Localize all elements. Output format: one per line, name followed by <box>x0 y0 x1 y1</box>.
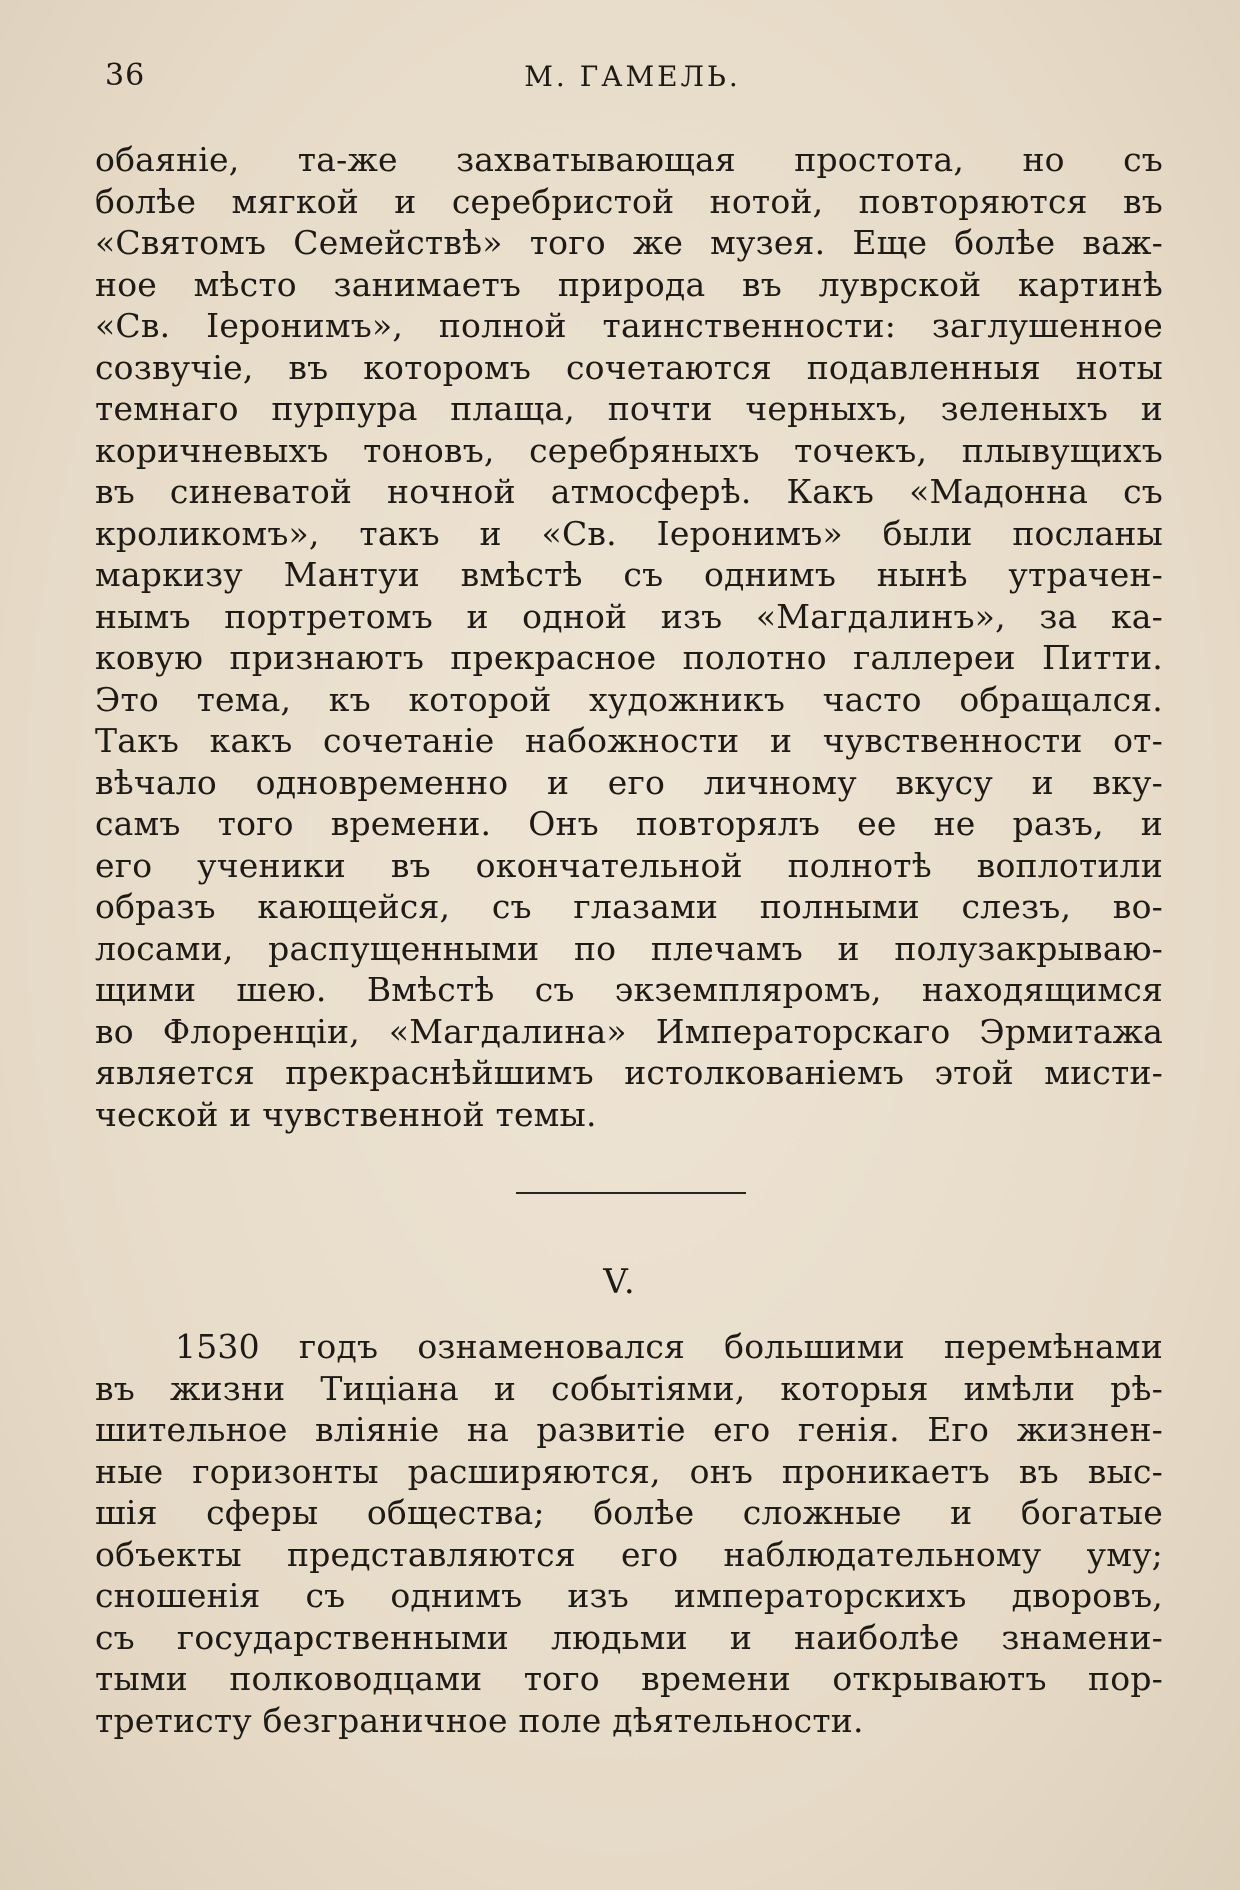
text-line: во Флоренціи, «Магдалина» Императорскаго Эрмитажа <box>95 1011 1163 1051</box>
text-line: коричневыхъ тоновъ, серебряныхъ точекъ, плывущихъ <box>95 430 1163 470</box>
text-line: нымъ портретомъ и одной изъ «Магдалинъ», за ка- <box>95 596 1163 636</box>
text-line: кроликомъ», такъ и «Св. Іеронимъ» были посланы <box>95 513 1163 553</box>
text-line: маркизу Мантуи вмѣстѣ съ однимъ нынѣ утрачен- <box>95 555 1163 594</box>
text-line: въ жизни Тиціана и событіями, которыя имѣли рѣ- <box>95 1368 1163 1408</box>
text-line: шія сферы общества; болѣе сложные и богатые <box>95 1493 1163 1532</box>
text-line: его ученики въ окончательной полнотѣ воплотили <box>95 845 1163 885</box>
text-line: созвучіе, въ которомъ сочетаются подавленныя ноты <box>95 347 1163 387</box>
running-head: М. ГАМЕЛЬ. <box>524 60 741 93</box>
text-line: тыми полководцами того времени открываютъ пор- <box>95 1659 1163 1698</box>
text-line: «Святомъ Семействѣ» того же музея. Еще болѣе важ- <box>95 223 1163 262</box>
text-line: ческой и чувственной темы. <box>95 1094 597 1134</box>
section-heading: V. <box>603 1262 637 1302</box>
text-line: третисту безграничное поле дѣятельности. <box>95 1700 864 1740</box>
paragraph-1 <box>95 139 1163 1135</box>
text-line: «Св. Іеронимъ», полной таинственности: заглушенное <box>95 306 1163 345</box>
text-line: болѣе мягкой и серебристой нотой, повторяются въ <box>95 181 1163 221</box>
text-line: объекты представляются его наблюдательному уму; <box>95 1534 1163 1574</box>
page-number: 36 <box>105 58 146 93</box>
text-line: самъ того времени. Онъ повторялъ ее не разъ, и <box>95 804 1163 843</box>
text-line: съ государственными людьми и наиболѣе знамени- <box>95 1617 1163 1657</box>
text-line: Это тема, къ которой художникъ часто обращался. <box>95 679 1163 719</box>
text-line: темнаго пурпура плаща, почти черныхъ, зеленыхъ и <box>95 389 1163 428</box>
text-line: ное мѣсто занимаетъ природа въ луврской картинѣ <box>95 264 1163 304</box>
text-line: вѣчало одновременно и его личному вкусу и вку- <box>95 762 1163 802</box>
text-line: образъ кающейся, съ глазами полными слезъ, во- <box>95 887 1163 926</box>
text-line: Такъ какъ сочетаніе набожности и чувственности от- <box>95 721 1163 760</box>
page-header <box>105 58 1160 98</box>
section-divider-rule <box>516 1192 746 1194</box>
text-line: лосами, распущенными по плечамъ и полузакрываю- <box>95 928 1163 968</box>
text-line: шительное вліяніе на развитіе его генія. Его жизнен- <box>95 1410 1163 1449</box>
text-line: является прекраснѣйшимъ истолкованіемъ этой мисти- <box>95 1053 1163 1092</box>
text-line: обаяніе, та-же захватывающая простота, но съ <box>95 140 1163 179</box>
text-line: 1530 годъ ознаменовался большими перемѣнами <box>175 1327 1163 1366</box>
paragraph-2 <box>95 1326 1163 1741</box>
text-line: сношенія съ однимъ изъ императорскихъ дворовъ, <box>95 1576 1163 1615</box>
text-line: ные горизонты расширяются, онъ проникаетъ въ выс- <box>95 1451 1163 1491</box>
text-line: щими шею. Вмѣстѣ съ экземпляромъ, находящимся <box>95 970 1163 1009</box>
text-line: ковую признаютъ прекрасное полотно галлереи Питти. <box>95 638 1163 677</box>
text-line: въ синеватой ночной атмосферѣ. Какъ «Мадонна съ <box>95 472 1163 511</box>
